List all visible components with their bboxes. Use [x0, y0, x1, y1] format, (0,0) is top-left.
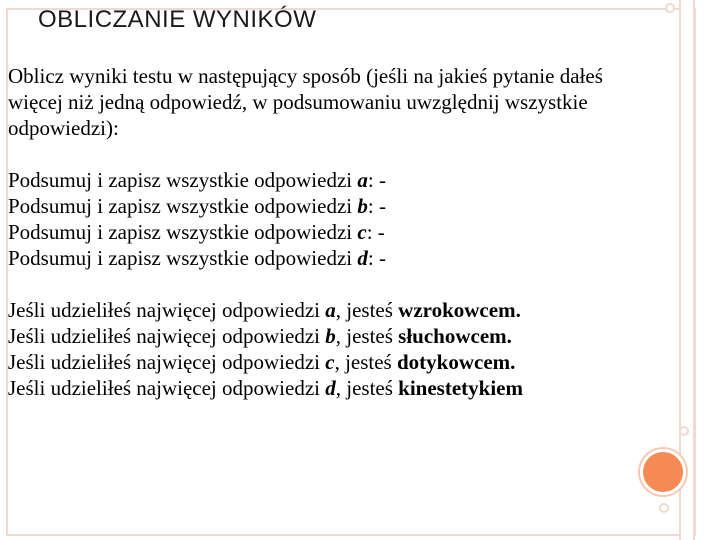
result-text: Jeśli udzieliłeś najwięcej odpowiedzi — [8, 324, 326, 348]
summary-suffix: : - — [367, 194, 386, 218]
intro-line: więcej niż jedną odpowiedź, w podsumowaniu uwzględnij wszystkie — [8, 90, 588, 114]
summary-text: Podsumuj i zapisz wszystkie odpowiedzi — [8, 220, 358, 244]
intro-line: odpowiedzi): — [8, 116, 119, 140]
answer-letter: c — [357, 220, 367, 244]
summary-line — [8, 193, 678, 219]
summary-text: Podsumuj i zapisz wszystkie odpowiedzi — [8, 168, 358, 192]
result-mid: , jesteś — [335, 324, 399, 348]
summary-line — [8, 245, 678, 271]
result-text: Jeśli udzieliłeś najwięcej odpowiedzi — [8, 376, 326, 400]
answer-letter: c — [325, 350, 335, 374]
learner-type: dotykowcem. — [396, 350, 516, 374]
page-title: OBLICZANIE WYNIKÓW — [38, 6, 317, 33]
result-line — [8, 297, 678, 323]
learner-type: wzrokowcem. — [398, 298, 521, 322]
answer-letter: d — [325, 376, 336, 400]
result-line — [8, 349, 678, 375]
decorative-circle — [679, 426, 689, 436]
result-mid: , jesteś — [335, 376, 399, 400]
answer-letter: a — [325, 298, 336, 322]
summary-text: Podsumuj i zapisz wszystkie odpowiedzi — [8, 246, 358, 270]
intro-line: Oblicz wyniki testu w następujący sposób (jeśli na jakieś pytanie dałeś — [8, 64, 603, 88]
answer-letter: b — [325, 324, 336, 348]
answer-letter: a — [357, 168, 368, 192]
result-mid: , jesteś — [335, 298, 399, 322]
result-line — [8, 375, 678, 401]
answer-letter: d — [357, 246, 368, 270]
summary-line — [8, 167, 678, 193]
summary-line — [8, 219, 678, 245]
accent-circle — [640, 449, 686, 495]
result-mid: , jesteś — [334, 350, 397, 374]
summary-text: Podsumuj i zapisz wszystkie odpowiedzi — [8, 194, 358, 218]
answer-letter: b — [357, 194, 368, 218]
decorative-circle — [659, 503, 669, 513]
learner-type: słuchowcem. — [398, 324, 512, 348]
slide-content — [8, 63, 678, 401]
learner-type: kinestetykiem — [398, 376, 523, 400]
result-line — [8, 323, 678, 349]
result-text: Jeśli udzieliłeś najwięcej odpowiedzi — [8, 298, 326, 322]
decorative-circle — [665, 3, 675, 13]
summary-suffix: : - — [367, 246, 386, 270]
summary-suffix: : - — [367, 168, 386, 192]
result-text: Jeśli udzieliłeś najwięcej odpowiedzi — [8, 350, 326, 374]
summary-suffix: : - — [366, 220, 385, 244]
